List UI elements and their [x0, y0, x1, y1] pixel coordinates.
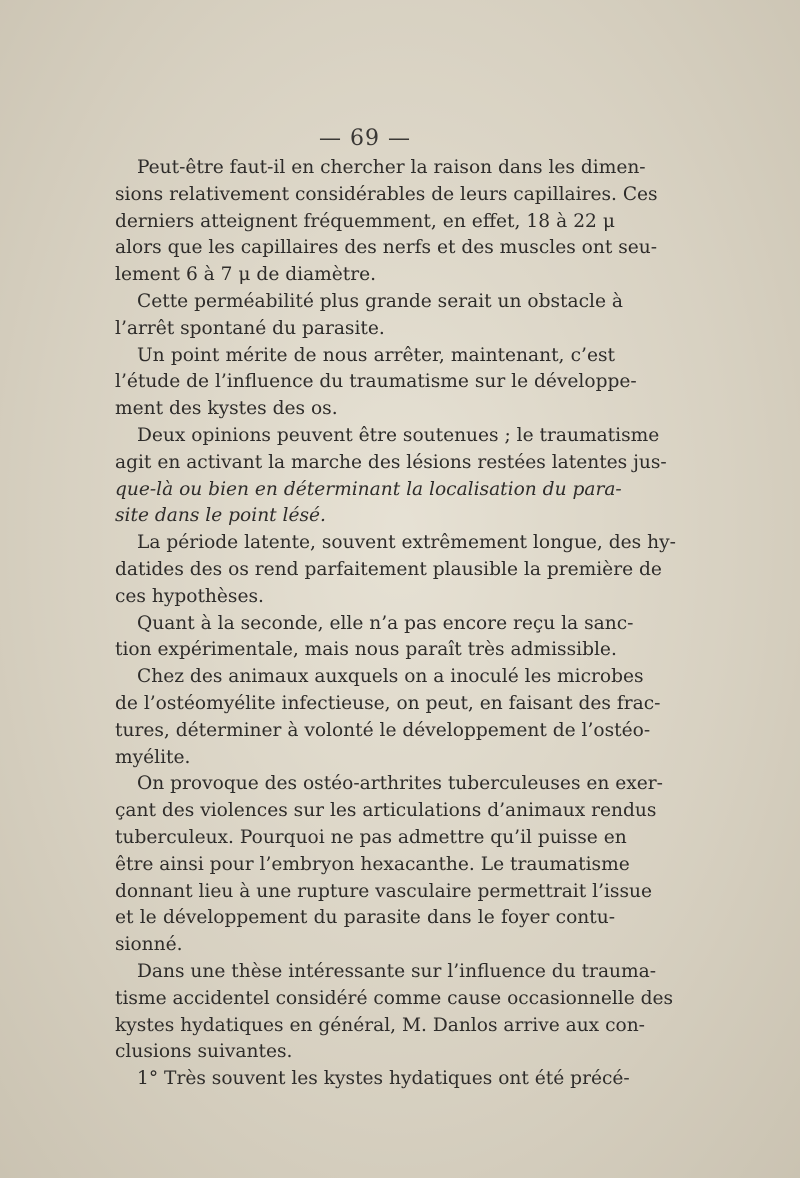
text-line: çant des violences sur les articulations d’animaux rendus: [115, 800, 657, 822]
text-line: tisme accidentel considéré comme cause occasionnelle des: [115, 987, 674, 1009]
text-line: 1° Très souvent les kystes hydatiques ont été précé-: [137, 1068, 630, 1090]
page-number: — 69 —: [319, 126, 411, 151]
text-line: Chez des animaux auxquels on a inoculé les microbes: [137, 666, 644, 688]
text-line: Peut-être faut-il en chercher la raison dans les dimen-: [137, 157, 646, 178]
text-line: site dans le point lésé.: [115, 505, 326, 527]
text-line: donnant lieu à une rupture vasculaire permettrait l’issue: [115, 880, 652, 902]
text-line: tures, déterminer à volonté le développement de l’ostéo-: [115, 719, 651, 741]
text-line: ment des kystes des os.: [115, 398, 338, 420]
text-line: myélite.: [115, 746, 191, 768]
text-line: tion expérimentale, mais nous paraît très admissible.: [115, 639, 617, 661]
text-line: l’arrêt spontané du parasite.: [115, 317, 385, 339]
text-line: kystes hydatiques en général, M. Danlos arrive aux con-: [115, 1014, 645, 1036]
text-line: ces hypothèses.: [115, 585, 264, 607]
text-line: que-là ou bien en déterminant la localisation du para-: [115, 478, 622, 500]
text-line: Un point mérite de nous arrêter, maintenant, c’est: [137, 344, 615, 366]
text-line: tuberculeux. Pourquoi ne pas admettre qu’il puisse en: [115, 826, 627, 848]
text-line: de l’ostéomyélite infectieuse, on peut, en faisant des frac-: [115, 692, 661, 714]
text-line: agit en activant la marche des lésions restées latentes jus-: [115, 451, 667, 473]
text-line: être ainsi pour l’embryon hexacanthe. Le traumatisme: [115, 853, 630, 875]
text-line: Cette perméabilité plus grande serait un obstacle à: [137, 290, 623, 312]
text-line: clusions suivantes.: [115, 1041, 293, 1063]
body-text: [115, 155, 676, 1093]
text-line: Deux opinions peuvent être soutenues ; le traumatisme: [137, 424, 660, 446]
text-line: datides des os rend parfaitement plausible la première de: [115, 558, 662, 580]
text-line: sions relativement considérables de leurs capillaires. Ces: [115, 183, 658, 205]
text-line: derniers atteignent fréquemment, en effet, 18 à 22 μ: [115, 210, 615, 232]
text-line: Dans une thèse intéressante sur l’influence du trauma-: [137, 960, 656, 982]
text-line: On provoque des ostéo-arthrites tuberculeuses en exer-: [137, 773, 663, 795]
text-line: sionné.: [115, 934, 183, 956]
text-line: La période latente, souvent extrêmement longue, des hy-: [137, 532, 676, 554]
text-line: alors que les capillaires des nerfs et des muscles ont seu-: [115, 237, 658, 259]
text-line: l’étude de l’influence du traumatisme sur le développe-: [115, 371, 637, 393]
text-line: Quant à la seconde, elle n’a pas encore reçu la sanc-: [137, 612, 634, 634]
text-line: lement 6 à 7 μ de diamètre.: [115, 264, 377, 286]
text-line: et le développement du parasite dans le foyer contu-: [115, 907, 615, 929]
